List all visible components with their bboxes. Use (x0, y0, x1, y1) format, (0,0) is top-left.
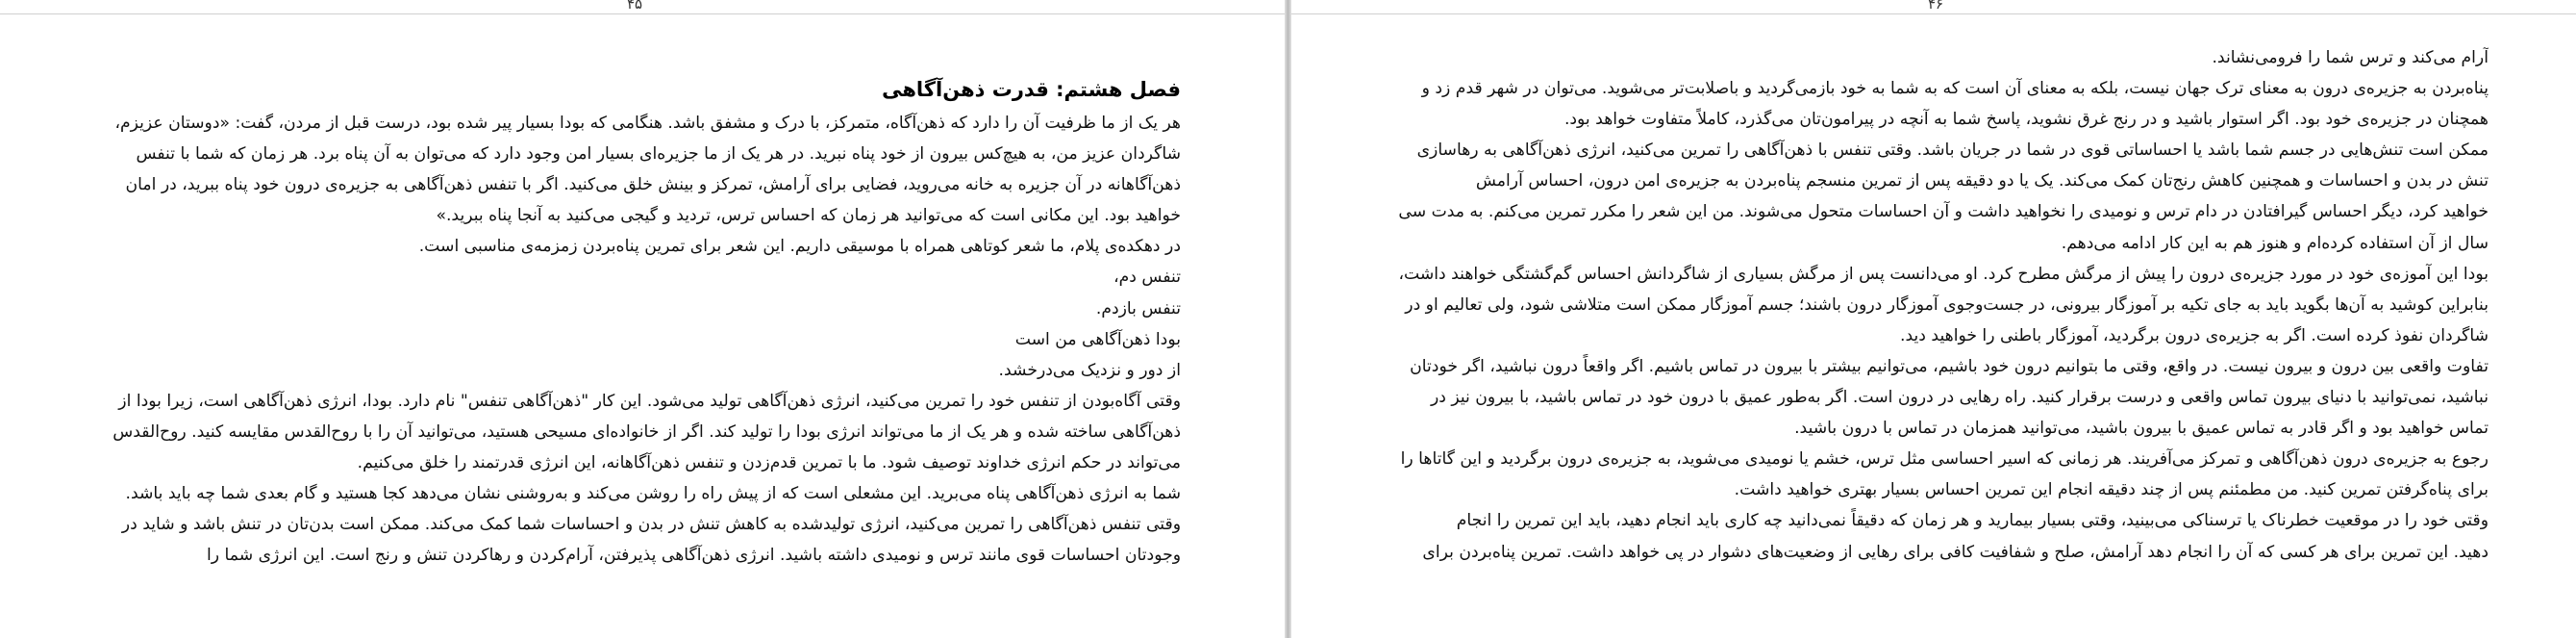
text-line: تفاوت واقعی بین درون و بیرون نیست. در واقع، وقتی ما بتوانیم درون خود باشیم، می‌توانیم بیشتر با بیرون در تماس باشیم. اگر واقعاً درون نباشید، اگر خودتان (1410, 356, 2488, 376)
left-page (0, 0, 1285, 638)
text-line: وجودتان احساسات قوی مانند ترس و نومیدی داشته باشید. انرژی ذهن‌آگاهی پذیرفتن، آرام‌کردن و رهاکردن تنش و رنج است. این انرژی شما را (207, 546, 1181, 566)
text-line: دهید. این تمرین برای هر کسی که آن را انجام دهد آرامش، صلح و شفافیت کافی برای رهایی از وضعیت‌های دشوار در پی خواهد داشت. تمرین پناه‌بردن برای (1422, 542, 2488, 562)
text-line: رجوع به جزیره‌ی درون ذهن‌آگاهی و تمرکز می‌آفریند. هر زمانی که اسیر احساسی مثل ترس، خشم یا نومیدی می‌شوید، به جزیره‌ی درون برگردید و این گاتاها را (1400, 449, 2488, 470)
text-line: هر یک از ما ظرفیت آن را دارد که ذهن‌آگاه، متمرکز، با درک و مشفق باشد. هنگامی که بودا بسیار پیر شده بود، درست قبل از مردن، گفت: «دوستان عزیزم، (114, 114, 1181, 133)
text-line: از دور و نزدیک می‌درخشد. (998, 360, 1181, 380)
text-line: برای پناه‌گرفتن تمرین کنید. من مطمئنم پس از چند دقیقه انجام این تمرین احساس بسیار بهتری خواهید داشت. (1734, 480, 2488, 500)
text-line: ممکن است تنش‌هایی در جسم شما باشد یا احساساتی قوی در شما در جریان باشد. وقتی تنفس با ذهن‌آگاهی را تمرین می‌کنید، انرژی ذهن‌آگاهی به رهاسازی (1416, 140, 2488, 161)
text-line: شاگردان نفوذ کرده است. اگر به جزیره‌ی درون برگردید، آموزگار باطنی را خواهید دید. (1900, 325, 2488, 345)
text-line: وقتی آگاه‌بودن از تنفس خود را تمرین می‌کنید، انرژی ذهن‌آگاهی تولید می‌شود. این کار "ذهن‌آگاهی تنفس" نام دارد. بودا، انرژی ذهن‌آگاهی است، زیرا بودا از (118, 391, 1181, 411)
text-line: شاگردان عزیز من، به هیچ‌کس بیرون از خود پناه نبرید. در هر یک از ما جزیره‌ای بسیار امن وجود دارد که می‌توان به آن پناه برد. هر زمان که شما با تنفس (136, 144, 1181, 165)
text-line: خواهید بود. این مکانی است که می‌توانید هر زمان که احساس ترس، تردید و گیجی می‌کنید به آنجا پناه ببرید.» (436, 206, 1181, 226)
chapter-title: فصل هشتم: قدرت ذهن‌آگاهی (882, 78, 1181, 101)
right-page-body (1324, 42, 2488, 568)
text-line: سال از آن استفاده کرده‌ام و هنوز هم به این کار ادامه می‌دهم. (2061, 233, 2488, 253)
text-line: آرام می‌کند و ترس شما را فرومی‌نشاند. (2212, 48, 2488, 67)
text-line: ذهن‌آگاهی ساخته شده و هر یک از ما می‌تواند انرژی بودا را تولید کند. اگر از خانواده‌ای مسیحی هستید، می‌توانید آن را با روح‌القدس مقایسه کنید. روح‌القدس (113, 421, 1181, 442)
text-line: در دهکده‌ی پلام، ما شعر کوتاهی همراه با موسیقی داریم. این شعر برای تمرین پناه‌بردن زمزمه‌ی مناسبی است. (418, 237, 1181, 257)
text-line: شما به انرژی ذهن‌آگاهی پناه می‌برید. این مشعلی است که از پیش راه را روشن می‌کند و به‌روشنی نشان می‌دهد کجا هستید و گام بعدی شما چه باید باشد. (125, 484, 1181, 504)
text-line: تنفس بازدم. (1095, 298, 1181, 319)
text-line: بنابراین کوشید به آن‌ها بگوید باید به جای تکیه بر آموزگار بیرونی، در جست‌وجوی آموزگار درون باشند؛ جسم آموزگار ممکن است متلاشی شود، ولی تعالیم او در (1405, 294, 2488, 315)
text-line: همچنان در جزیره‌ی خود بود. اگر استوار باشید و در رنج غرق نشوید، پاسخ شما به آنچه در پیرامون‌تان می‌گذرد، کاملاً متفاوت خواهد بود. (1563, 110, 2488, 130)
left-page-body (50, 108, 1181, 571)
text-line: بودا این آموزه‌ی خود در مورد جزیره‌ی درون را پیش از مرگش مطرح کرد. او می‌دانست پس از مرگش بسیاری از شاگردانش احساس گم‌گشتگی خواهند داشت، (1398, 264, 2488, 284)
book-spine-gutter (1285, 0, 1291, 638)
text-line: پناه‌بردن به جزیره‌ی درون به معنای ترک جهان نیست، بلکه به معنای آن است که به شما به خود بازمی‌گردید و باصلابت‌تر می‌شوید. می‌توان در شهر قدم زد و (1421, 79, 2488, 99)
text-line: ذهن‌آگاهانه در آن جزیره به خانه می‌روید، فضایی برای آرامش، تمرکز و بینش خلق می‌کنید. اگر با تنفس ذهن‌آگاهی به جزیره‌ی درون خود پناه ببرید، در امان (125, 175, 1181, 195)
right-page (1291, 0, 2576, 638)
text-line: وقتی خود را در موقعیت خطرناک یا ترسناکی می‌بینید، وقتی بسیار بیمارید و هر زمان که دقیقاً نمی‌دانید چه کاری باید انجام دهید، باید این تمرین را انجام (1456, 511, 2488, 531)
text-line: وقتی تنفس ذهن‌آگاهی را تمرین می‌کنید، انرژی تولیدشده به کاهش تنش در بدن و احساسات شما کمک می‌کند. ممکن است بدن‌تان در تنش باشد و شاید در (121, 515, 1181, 535)
text-line: تنفس دم، (1113, 268, 1181, 288)
text-line: تماس خواهید بود و اگر قادر به تماس عمیق با بیرون باشید، می‌توانید همزمان در تماس با درون باشید. (1794, 419, 2488, 439)
page-header-strip (1291, 0, 2576, 14)
text-line: می‌تواند در حکم انرژی خداوند توصیف شود. ما با تمرین قدم‌زدن و تنفس ذهن‌آگاهانه، این انرژی قدرتمند را خلق می‌کنیم. (357, 453, 1181, 473)
page-header-strip (0, 0, 1285, 14)
text-line: بودا ذهن‌آگاهی من است (1014, 329, 1181, 349)
page-number: ۴۶ (1928, 0, 1944, 13)
text-line: نباشید، نمی‌توانید با دنیای بیرون تماس واقعی و درست برقرار کنید. راه رهایی در درون است. اگر به‌طور عمیق با درون خود در تماس باشید، با بیرون نیز در (1430, 388, 2488, 408)
text-line: تنش در بدن و احساسات و همچنین کاهش رنج‌تان کمک می‌کند. یک یا دو دقیقه پس از تمرین منسجم پناه‌بردن به جزیره‌ی امن درون، احساس آرامش (1475, 171, 2488, 191)
page-number: ۴۵ (627, 0, 643, 13)
text-line: خواهید کرد، دیگر احساس گیرافتادن در دام ترس و نومیدی را نخواهید داشت و آن احساسات متحول می‌شوند. من این شعر را مکرر تمرین می‌کنم. به مدت سی (1398, 202, 2488, 222)
